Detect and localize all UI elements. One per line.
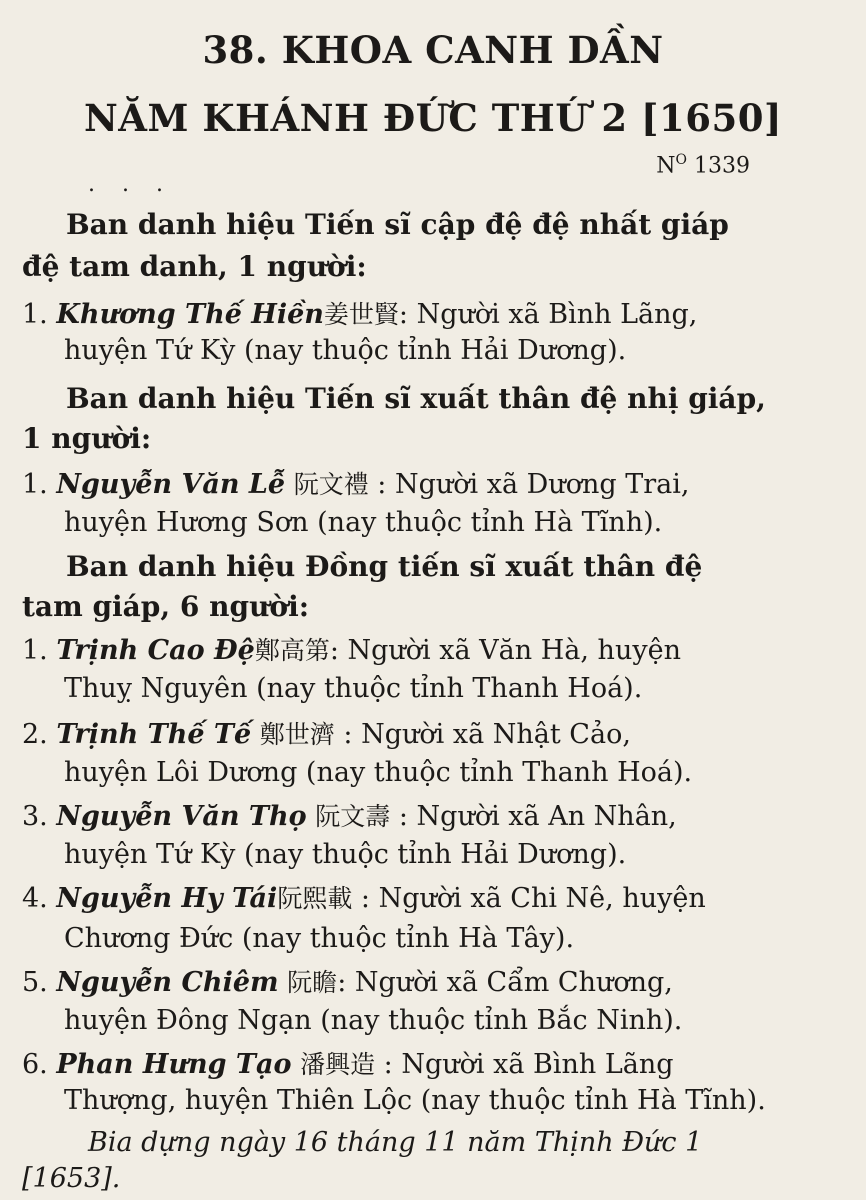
- entry-s3-1-cont: Thuỵ Nguyên (nay thuộc tỉnh Thanh Hoá).: [64, 673, 643, 704]
- entry-text: : Người xã Chi Nê, huyện: [360, 883, 706, 914]
- entry-han: 阮文禮: [293, 470, 369, 499]
- entry-s1-1-cont: huyện Tứ Kỳ (nay thuộc tỉnh Hải Dương).: [64, 335, 627, 366]
- entry-s3-3: [22, 799, 677, 835]
- entry-text: : Người xã Văn Hà, huyện: [329, 635, 681, 666]
- entry-s2-1-cont: huyện Hương Sơn (nay thuộc tỉnh Hà Tĩnh).: [64, 507, 663, 538]
- entry-name: Nguyễn Chiêm: [56, 967, 279, 998]
- entry-han: 鄭高第: [254, 636, 330, 665]
- entry-name: Nguyễn Văn Lễ: [56, 469, 286, 500]
- entry-name: Phan Hưng Tạo: [56, 1049, 292, 1080]
- entry-han: 姜世賢: [323, 300, 399, 329]
- entry-name: Nguyễn Văn Thọ: [56, 801, 307, 832]
- entry-number: 4.: [22, 883, 48, 914]
- section-2-heading-line-1: Ban danh hiệu Tiến sĩ xuất thân đệ nhị giáp,: [66, 382, 766, 415]
- title-line-2: NĂM KHÁNH ĐỨC THỨ 2 [1650]: [83, 96, 783, 140]
- entry-text: : Người xã Bình Lãng: [383, 1049, 674, 1080]
- record-number-value: 1339: [694, 153, 750, 179]
- entry-number: 5.: [22, 967, 48, 998]
- entry-text: : Người xã Bình Lãng,: [398, 299, 698, 330]
- entry-s3-5-cont: huyện Đông Ngạn (nay thuộc tỉnh Bắc Ninh).: [64, 1005, 683, 1036]
- entry-text: : Người xã Dương Trai,: [377, 469, 690, 500]
- entry-number: 2.: [22, 719, 48, 750]
- entry-text: : Người xã Cẩm Chương,: [337, 967, 673, 998]
- entry-s3-3-cont: huyện Tứ Kỳ (nay thuộc tỉnh Hải Dương).: [64, 839, 627, 870]
- entry-s2-1: [22, 467, 689, 503]
- entry-number: 1.: [22, 635, 48, 666]
- title-line-1: 38. KHOA CANH DẦN: [202, 28, 664, 72]
- section-1-heading-line-1: Ban danh hiệu Tiến sĩ cập đệ đệ nhất giáp: [66, 208, 729, 241]
- entry-name: Trịnh Cao Đệ: [56, 635, 255, 666]
- entry-han: 潘興造: [300, 1050, 376, 1079]
- entry-number: 6.: [22, 1049, 48, 1080]
- record-number-prefix: N: [656, 153, 676, 179]
- entry-han: 阮文壽: [315, 802, 391, 831]
- section-3-heading-line-2: tam giáp, 6 người:: [22, 590, 310, 623]
- ellipsis: . . .: [88, 172, 173, 197]
- entry-han: 鄭世濟: [259, 720, 335, 749]
- record-number: [656, 152, 750, 178]
- section-1-heading-line-2: đệ tam danh, 1 người:: [22, 250, 367, 283]
- footnote-line-1: Bia dựng ngày 16 tháng 11 năm Thịnh Đức 1: [88, 1127, 703, 1158]
- section-3-heading-line-1: Ban danh hiệu Đồng tiến sĩ xuất thân đệ: [66, 550, 703, 583]
- entry-han: 阮瞻: [287, 968, 338, 997]
- entry-number: 1.: [22, 469, 48, 500]
- entry-name: Nguyễn Hy Tái: [56, 883, 278, 914]
- footnote-line-2: [1653].: [22, 1163, 121, 1194]
- entry-s3-1: [22, 633, 681, 669]
- entry-s3-2: [22, 717, 631, 753]
- section-2-heading-line-2: 1 người:: [22, 422, 152, 455]
- entry-name: Khương Thế Hiền: [56, 299, 324, 330]
- entry-s3-2-cont: huyện Lôi Dương (nay thuộc tỉnh Thanh Hoá).: [64, 757, 693, 788]
- entry-s1-1: [22, 297, 697, 333]
- entry-s3-6: [22, 1047, 674, 1083]
- entry-text: : Người xã Nhật Cảo,: [343, 719, 631, 750]
- entry-han: 阮熙載: [277, 884, 353, 913]
- entry-s3-4-cont: Chương Đức (nay thuộc tỉnh Hà Tây).: [64, 923, 575, 954]
- entry-number: 1.: [22, 299, 48, 330]
- entry-s3-4: [22, 881, 706, 917]
- entry-s3-5: [22, 965, 673, 1001]
- entry-number: 3.: [22, 801, 48, 832]
- entry-name: Trịnh Thế Tế: [56, 719, 252, 750]
- record-number-sup: O: [675, 152, 687, 168]
- entry-text: : Người xã An Nhân,: [398, 801, 677, 832]
- entry-s3-6-cont: Thượng, huyện Thiên Lộc (nay thuộc tỉnh Hà Tĩnh).: [64, 1085, 766, 1116]
